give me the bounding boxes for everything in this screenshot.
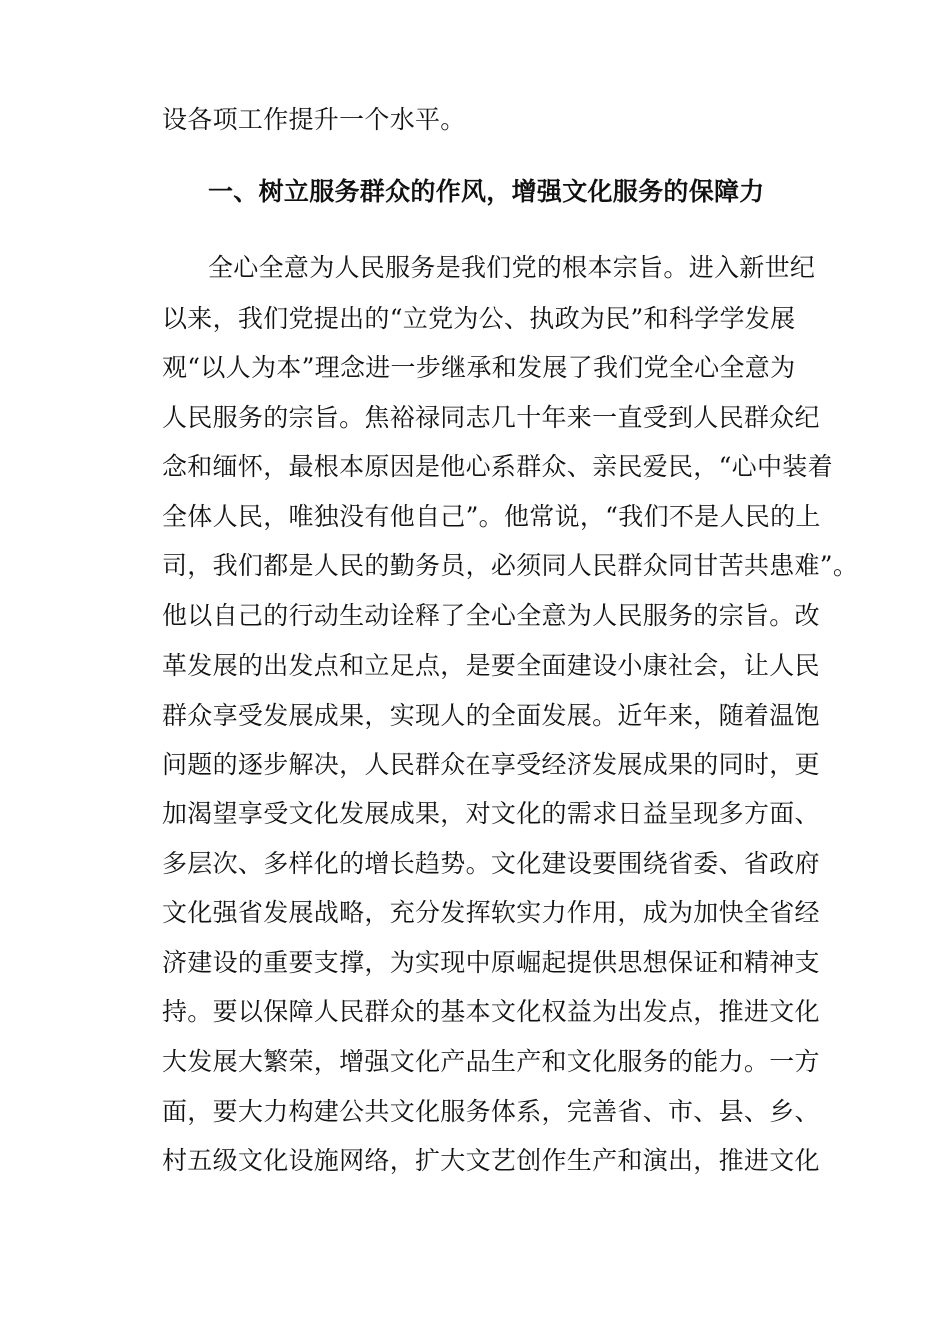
paragraph-line: 人民服务的宗旨。焦裕禄同志几十年来一直受到人民群众纪: [162, 403, 820, 432]
paragraph-line: 济建设的重要支撑，为实现中原崛起提供思想保证和精神支: [162, 948, 820, 977]
paragraph-line: 司，我们都是人民的勤务员，必须同人民群众同甘苦共患难”。: [162, 551, 859, 580]
section-heading: 一、树立服务群众的作风，增强文化服务的保障力: [208, 177, 765, 206]
paragraph-line: 以来，我们党提出的“立党为公、执政为民”和科学学发展: [162, 304, 796, 333]
paragraph-line: 村五级文化设施网络，扩大文艺创作生产和演出，推进文化: [162, 1146, 820, 1175]
paragraph-line: 他以自己的行动生动诠释了全心全意为人民服务的宗旨。改: [162, 601, 820, 630]
paragraph-line: 设各项工作提升一个水平。: [162, 105, 466, 134]
paragraph-line: 加渴望享受文化发展成果，对文化的需求日益呈现多方面、: [162, 799, 820, 828]
paragraph-line: 念和缅怀，最根本原因是他心系群众、亲民爱民，“心中装着: [162, 452, 833, 481]
paragraph-line: 全体人民，唯独没有他自己”。他常说，“我们不是人民的上: [162, 502, 821, 531]
paragraph-line: 文化强省发展战略，充分发挥软实力作用，成为加快全省经: [162, 898, 820, 927]
paragraph-line: 群众享受发展成果，实现人的全面发展。近年来，随着温饱: [162, 701, 820, 730]
paragraph-line: 大发展大繁荣，增强文化产品生产和文化服务的能力。一方: [162, 1047, 820, 1076]
paragraph-line: 面，要大力构建公共文化服务体系，完善省、市、县、乡、: [162, 1097, 820, 1126]
paragraph-line: 全心全意为人民服务是我们党的根本宗旨。进入新世纪: [208, 253, 816, 282]
paragraph-line: 多层次、多样化的增长趋势。文化建设要围绕省委、省政府: [162, 849, 820, 878]
paragraph-line: 革发展的出发点和立足点，是要全面建设小康社会，让人民: [162, 651, 820, 680]
paragraph-line: 持。要以保障人民群众的基本文化权益为出发点，推进文化: [162, 997, 820, 1026]
paragraph-line: 问题的逐步解决，人民群众在享受经济发展成果的同时，更: [162, 750, 820, 779]
paragraph-line: 观“以人为本”理念进一步继承和发展了我们党全心全意为: [162, 353, 796, 382]
